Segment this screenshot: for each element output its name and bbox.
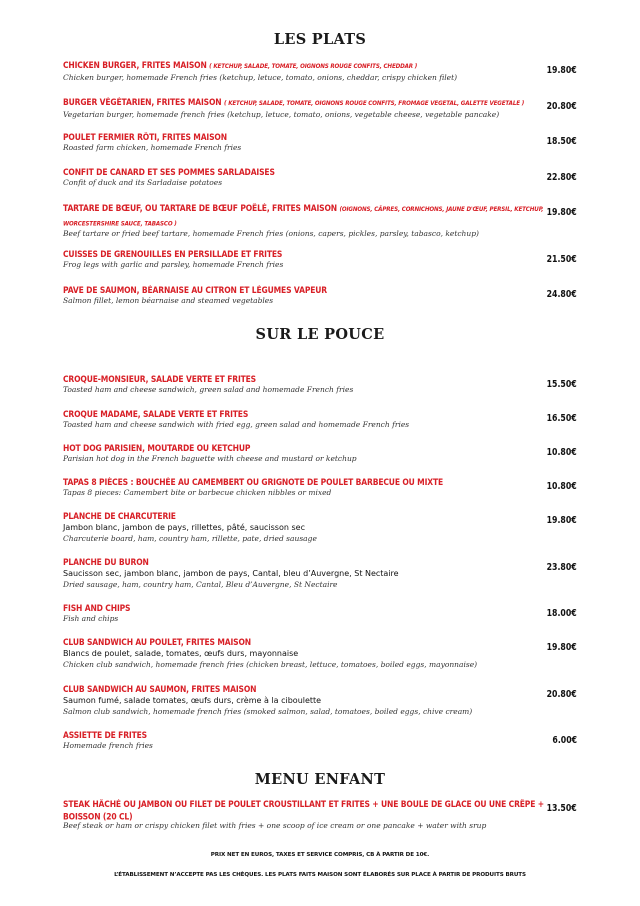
item-price: 19.80€ <box>546 207 577 218</box>
item-description-en: Vegetarian burger, homemade french fries (ketchup, letuce, tomato, onions, vegetable cheese, vegetable pancake) <box>63 110 500 119</box>
item-description-en: Tapas 8 pieces: Camembert bite or barbecue chicken nibbles or mixed <box>63 488 332 497</box>
item-price: 23.80€ <box>546 562 577 573</box>
item-description-en: Toasted ham and cheese sandwich with fried egg, green salad and homemade French fries <box>63 420 410 429</box>
item-name: CHICKEN BURGER, FRITES MAISON ( KETCHUP, SALADE, TOMATE, OIGNONS ROUGE CONFITS, CHEDDAR ) <box>63 60 418 71</box>
item-description-en: Charcuterie board, ham, country ham, rillette, pate, dried sausage <box>63 534 317 543</box>
menu-item <box>63 442 578 464</box>
section-title-plats: LES PLATS <box>273 31 367 48</box>
item-price: 21.50€ <box>546 254 577 265</box>
item-name: PLANCHE DU BURON <box>63 557 149 568</box>
item-name: PAVE DE SAUMON, BÉARNAISE AU CITRON ET LÉGUMES VAPEUR <box>63 285 327 296</box>
item-description-en: Chicken burger, homemade French fries (ketchup, letuce, tomato, onions, cheddar, crispy chicken filet) <box>63 73 458 82</box>
item-price: 19.80€ <box>546 515 577 526</box>
section-title-enfant: MENU ENFANT <box>254 771 386 788</box>
item-name: FISH AND CHIPS <box>63 603 131 614</box>
item-name: CLUB SANDWICH AU POULET, FRITES MAISON <box>63 637 251 648</box>
item-name: CLUB SANDWICH AU SAUMON, FRITES MAISON <box>63 684 257 695</box>
menu-item <box>63 373 578 395</box>
item-price: 16.50€ <box>546 413 577 424</box>
menu-item <box>63 166 578 188</box>
item-description-fr: Saumon fumé, salade tomates, œufs durs, crème à la ciboulette <box>63 696 322 705</box>
item-description-en: Frog legs with garlic and parsley, homemade French fries <box>63 260 284 269</box>
item-name: CUISSES DE GRENOUILLES EN PERSILLADE ET FRITES <box>63 249 283 260</box>
menu-item <box>63 96 578 120</box>
item-price: 18.50€ <box>546 136 577 147</box>
menu-item <box>63 202 578 239</box>
item-description-fr: Jambon blanc, jambon de pays, rillettes, pâté, saucisson sec <box>63 523 305 532</box>
menu-item <box>63 59 578 83</box>
menu-item <box>63 729 578 751</box>
menu-item <box>63 131 578 153</box>
item-price: 19.80€ <box>546 65 577 76</box>
menu-item <box>63 476 578 498</box>
item-price: 24.80€ <box>546 289 577 300</box>
item-description-en: Toasted ham and cheese sandwich, green salad and homemade French fries <box>63 385 354 394</box>
menu-item <box>63 602 578 624</box>
item-description-en: Dried sausage, ham, country ham, Cantal, Bleu d’Auvergne, St Nectaire <box>63 580 338 589</box>
item-price: 6.00€ <box>552 735 577 746</box>
item-description-fr: Blancs de poulet, salade, tomates, œufs durs, mayonnaise <box>63 649 299 658</box>
footer-price-note: PRIX NET EN EUROS, TAXES ET SERVICE COMPRIS, CB À PARTIR DE 10€. <box>210 852 430 858</box>
item-description-en: Beef tartare or fried beef tartare, homemade French fries (onions, capers, pickles, parsley, tabasco, ketchup) <box>63 229 479 238</box>
item-description-en: Salmon fillet, lemon béarnaise and steamed vegetables <box>63 296 274 305</box>
item-description-en: Beef steak or ham or crispy chicken filet with fries + one scoop of ice cream or one pancake + water with srup <box>63 821 487 830</box>
section-title-pouce: SUR LE POUCE <box>255 326 385 343</box>
item-price: 19.80€ <box>546 642 577 653</box>
item-name: TAPAS 8 PIÈCES : BOUCHÉE AU CAMEMBERT OU GRIGNOTE DE POULET BARBECUE OU MIXTE <box>63 477 444 488</box>
item-price: 10.80€ <box>546 447 577 458</box>
item-name: TARTARE DE BŒUF, OU TARTARE DE BŒUF POÊLÉ, FRITES MAISON (OIGNONS, CÂPRES, CORNICHONS, JAUNE D'ŒUF, PERSIL, KETCHUP, WORCESTERSHIRE SAUCE, TABASCO ) <box>63 203 544 228</box>
item-description-en: Chicken club sandwich, homemade french fries (chicken breast, lettuce, tomatoes, boiled eggs, mayonnaise) <box>63 660 478 669</box>
item-name: CROQUE-MONSIEUR, SALADE VERTE ET FRITES <box>63 374 257 385</box>
item-description-en: Confit of duck and its Sarladaise potatoes <box>63 178 223 187</box>
menu-item <box>63 798 578 831</box>
menu-item <box>63 556 578 590</box>
item-name: POULET FERMIER RÔTI, FRITES MAISON <box>63 132 227 143</box>
menu-item <box>63 408 578 430</box>
item-name: HOT DOG PARISIEN, MOUTARDE OU KETCHUP <box>63 443 251 454</box>
menu-item <box>63 510 578 544</box>
item-price: 22.80€ <box>546 172 577 183</box>
menu-item <box>63 284 578 306</box>
item-name: PLANCHE DE CHARCUTERIE <box>63 511 176 522</box>
item-name: STEAK HÂCHÉ OU JAMBON OU FILET DE POULET CROUSTILLANT ET FRITES + UNE BOULE DE GLACE OU UNE CRÊPE + BOISSON (20 CL) <box>63 799 544 822</box>
item-price: 10.80€ <box>546 481 577 492</box>
item-description-en: Fish and chips <box>63 614 119 623</box>
item-price: 15.50€ <box>546 379 577 390</box>
item-price: 18.00€ <box>546 608 577 619</box>
footer-cheque-note: L’ÉTABLISSEMENT N’ACCEPTE PAS LES CHÈQUES. LES PLATS FAITS MAISON SONT ÉLABORÉS SUR PLACE À PARTIR DE PRODUITS BRUTS <box>114 872 526 878</box>
menu-item <box>63 683 578 717</box>
menu-item <box>63 248 578 270</box>
item-price: 20.80€ <box>546 101 577 112</box>
menu-item <box>63 636 578 670</box>
item-description-en: Homemade french fries <box>63 741 153 750</box>
item-description-en: Roasted farm chicken, homemade French fries <box>63 143 242 152</box>
item-name: CROQUE MADAME, SALADE VERTE ET FRITES <box>63 409 249 420</box>
item-name: CONFIT DE CANARD ET SES POMMES SARLADAISES <box>63 167 275 178</box>
item-name: ASSIETTE DE FRITES <box>63 730 147 741</box>
item-name: BURGER VÉGÉTARIEN, FRITES MAISON ( KETCHUP, SALADE, TOMATE, OIGNONS ROUGE CONFITS, FROMAGE VEGETAL, GALETTE VEGETALE ) <box>63 97 525 108</box>
item-price: 13.50€ <box>546 803 577 814</box>
item-description-fr: Saucisson sec, jambon blanc, jambon de pays, Cantal, bleu d’Auvergne, St Nectaire <box>63 569 399 578</box>
item-description-en: Parisian hot dog in the French baguette with cheese and mustard or ketchup <box>63 454 357 463</box>
item-price: 20.80€ <box>546 689 577 700</box>
item-description-en: Salmon club sandwich, homemade french fries (smoked salmon, salad, tomatoes, boiled eggs, chive cream) <box>63 707 473 716</box>
